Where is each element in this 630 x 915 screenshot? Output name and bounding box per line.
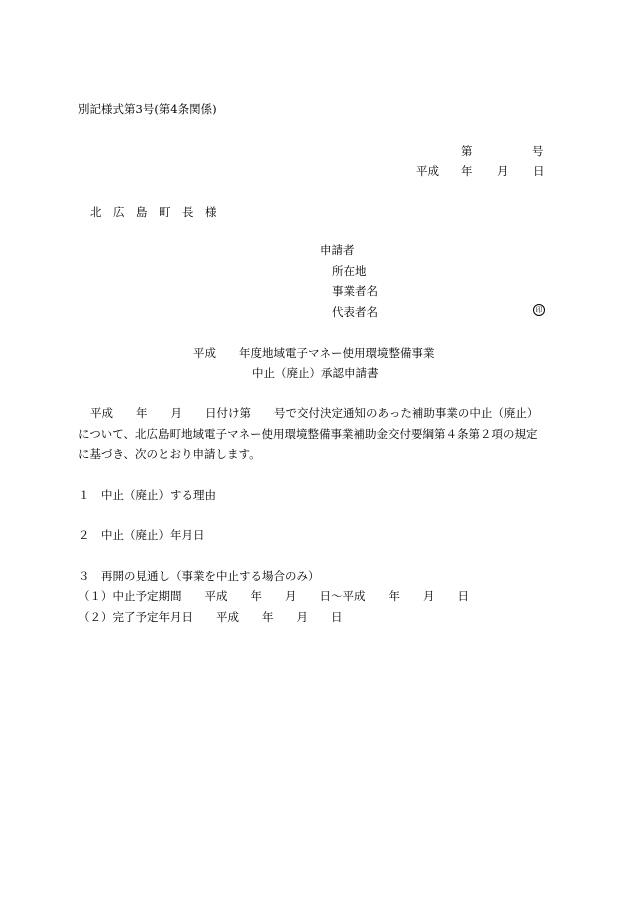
title-line-1: 平成 年度地域電子マネー使用環境整備事業 (193, 346, 435, 360)
item-2: ２ 中止（廃止）年月日 (78, 528, 205, 542)
item-1: １ 中止（廃止）する理由 (78, 488, 216, 502)
date-month: 月 (497, 164, 509, 178)
representative-label: 代表者名 (332, 305, 378, 319)
title-line-2: 中止（廃止）承認申請書 (252, 366, 379, 380)
body-line-2: について、北広島町地域電子マネー使用環境整備事業補助金交付要綱第４条第２項の規定 (78, 427, 538, 441)
applicant-heading: 申請者 (320, 243, 355, 257)
body-line-1: 平成 年 月 日付け第 号で交付決定通知のあった補助事業の中止（廃止） (90, 406, 539, 420)
address-label: 所在地 (332, 264, 367, 278)
sub-item-1: （１）中止予定期間 平成 年 月 日～平成 年 月 日 (78, 589, 469, 603)
number-prefix: 第 (461, 144, 473, 158)
business-name-label: 事業者名 (332, 284, 378, 298)
body-line-3: に基づき、次のとおり申請します。 (78, 447, 261, 461)
date-era: 平成 (416, 164, 439, 178)
form-label: 別記様式第3号(第4条関係) (78, 102, 217, 116)
item-3: ３ 再開の見通し（事業を中止する場合のみ） (78, 569, 320, 583)
date-year: 年 (461, 164, 473, 178)
sub-item-2: （２）完了予定年月日 平成 年 月 日 (78, 610, 343, 624)
addressee: 北 広 島 町 長 様 (90, 205, 217, 219)
date-day: 日 (533, 164, 545, 178)
number-suffix: 号 (532, 144, 544, 158)
seal-mark: 印 (533, 304, 545, 316)
